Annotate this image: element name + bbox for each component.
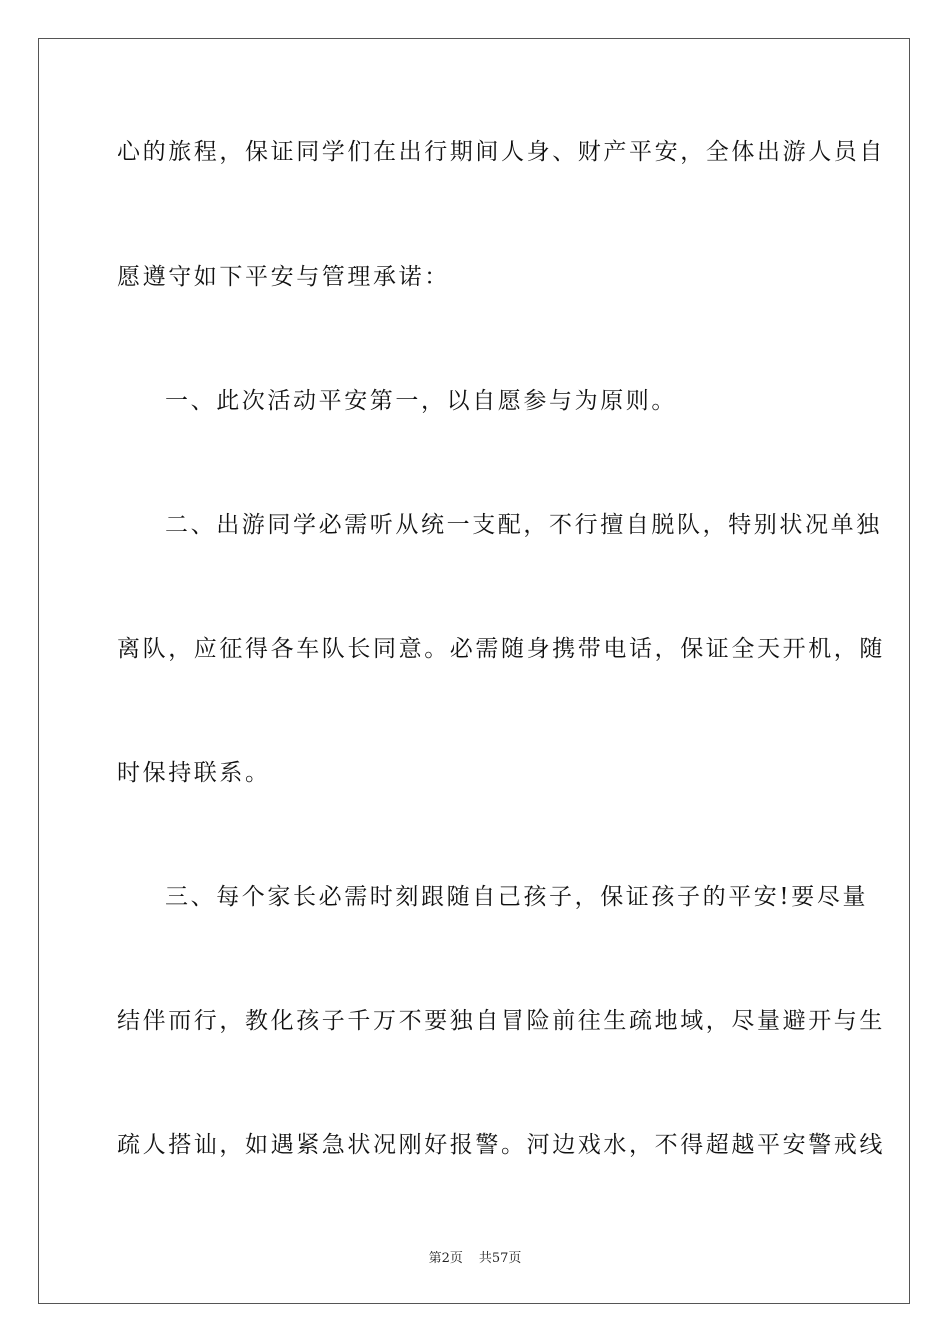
page-footer: [0, 1247, 950, 1266]
body-line-8: 结伴而行，教化孩子千万不要独自冒险前往生疏地域，尽量避开与生: [117, 1008, 885, 1034]
body-line-2: 愿遵守如下平安与管理承诺：: [117, 264, 450, 290]
page-total-count: 共57页: [478, 1251, 522, 1266]
body-line-7: 三、每个家长必需时刻跟随自己孩子，保证孩子的平安!要尽量: [165, 884, 869, 910]
body-line-9: 疏人搭讪，如遇紧急状况刚好报警。河边戏水，不得超越平安警戒线: [117, 1132, 885, 1158]
body-line-6: 时保持联系。: [117, 760, 271, 786]
body-line-4: 二、出游同学必需听从统一支配，不行擅自脱队，特别状况单独: [165, 512, 882, 538]
body-line-1: 心的旅程，保证同学们在出行期间人身、财产平安，全体出游人员自: [117, 139, 885, 165]
body-line-3: 一、此次活动平安第一，以自愿参与为原则。: [165, 388, 677, 414]
page-frame: [38, 38, 910, 1304]
body-line-5: 离队，应征得各车队长同意。必需随身携带电话，保证全天开机，随: [117, 636, 885, 662]
page-current-number: 第2页: [428, 1251, 463, 1266]
